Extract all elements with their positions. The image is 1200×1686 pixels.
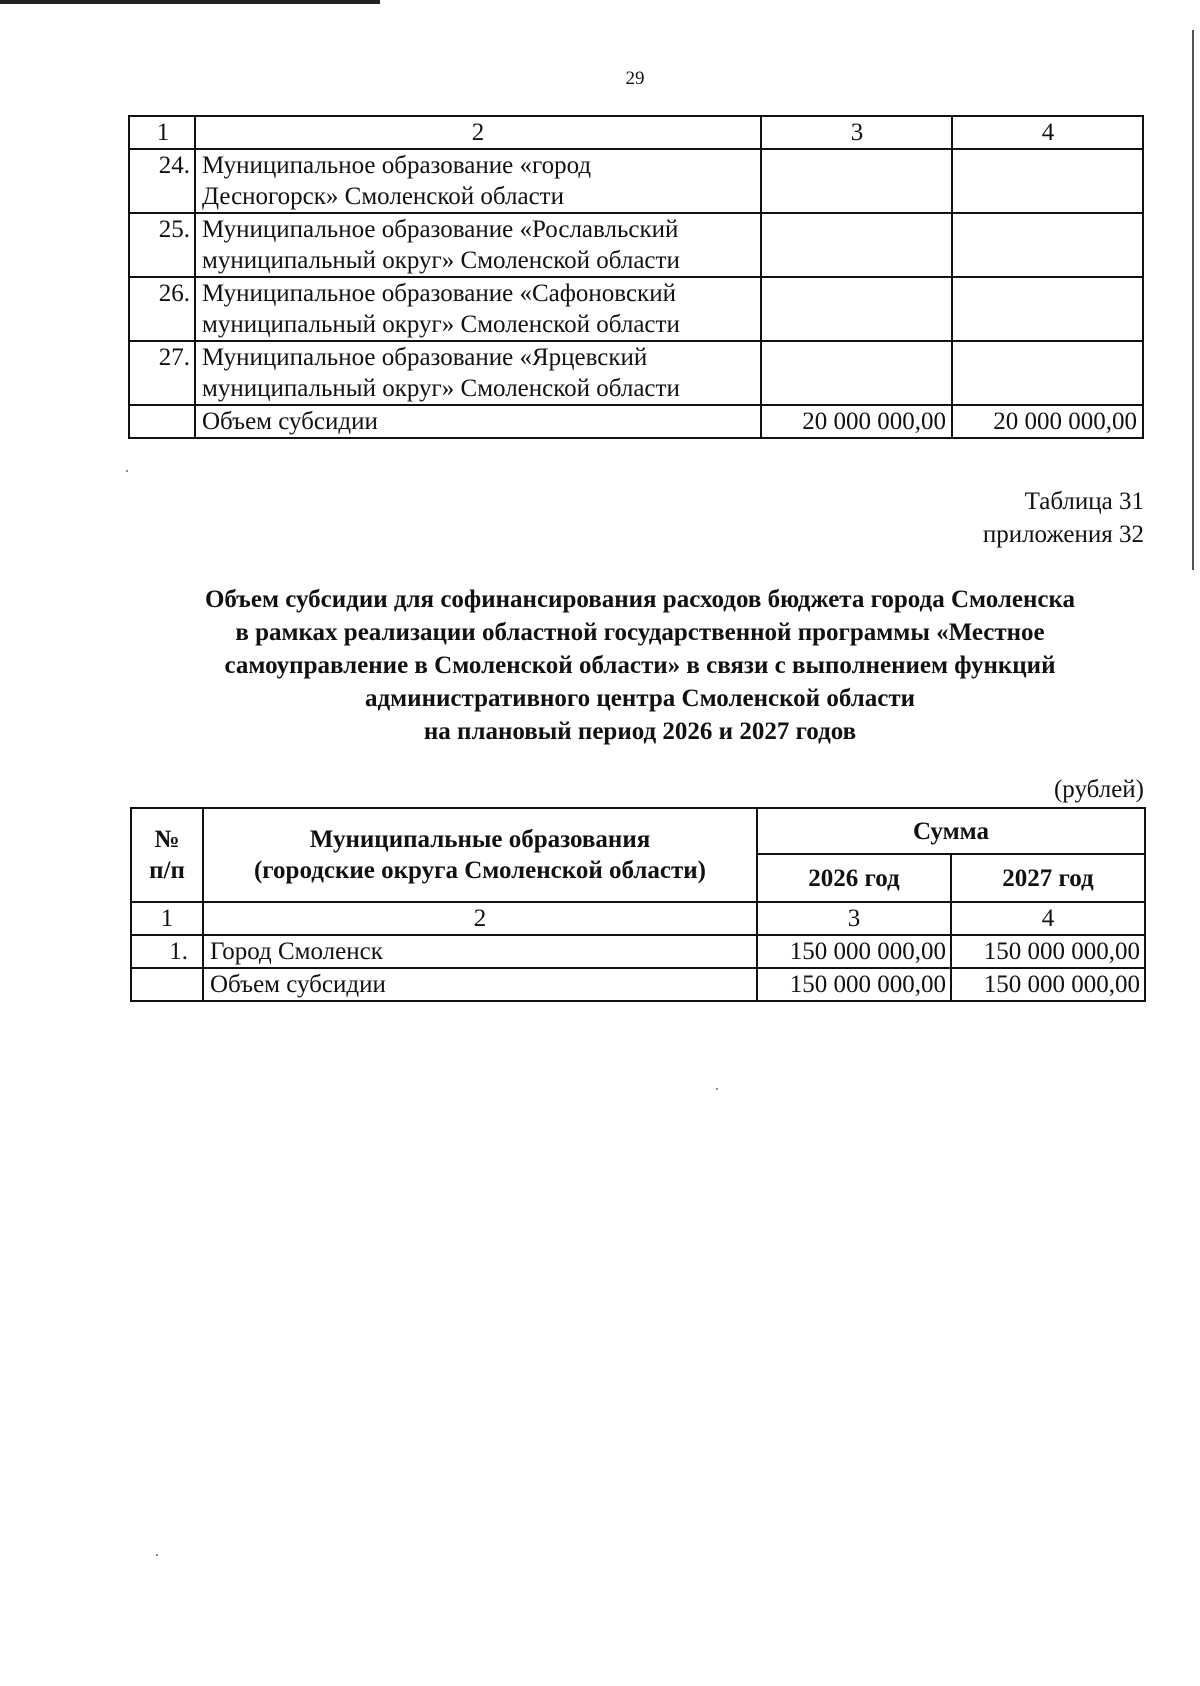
amount-2026 bbox=[761, 277, 952, 341]
total-row bbox=[131, 968, 1145, 1001]
municipality-name bbox=[195, 149, 761, 213]
municipality-name bbox=[195, 213, 761, 277]
column-number: 3 bbox=[761, 116, 952, 149]
column-number-row bbox=[131, 902, 1145, 935]
column-number: 3 bbox=[757, 902, 951, 935]
municipality-name-line: муниципальный округ» Смоленской области bbox=[202, 311, 680, 338]
table-row bbox=[131, 935, 1145, 968]
header-sum: Сумма bbox=[757, 808, 1145, 854]
column-number: 1 bbox=[129, 116, 195, 149]
header-row bbox=[131, 808, 1145, 854]
header-year-2027: 2027 год bbox=[951, 854, 1145, 902]
municipality-name-line: муниципальный округ» Смоленской области bbox=[202, 375, 680, 402]
column-number-row bbox=[129, 116, 1143, 149]
column-number: 1 bbox=[131, 902, 203, 935]
amount-2027 bbox=[952, 149, 1143, 213]
total-2027: 20 000 000,00 bbox=[952, 405, 1143, 438]
municipality-name-line: Муниципальное образование «город bbox=[202, 152, 592, 179]
table-caption bbox=[983, 485, 1144, 551]
document-title: Объем субсидии для софинансирования расходов бюджета города Смоленска в рамках реализации областной государственной программы «Местное самоуправление в Смоленской области» в связи с выполнением функций административного центра Смоленской области на плановый период 2026 и 2027 годов bbox=[204, 586, 1076, 745]
total-label: Объем субсидии bbox=[203, 968, 757, 1001]
municipality-name bbox=[195, 277, 761, 341]
table-row bbox=[129, 341, 1143, 405]
header-year-2026: 2026 год bbox=[757, 854, 951, 902]
row-number: 25. bbox=[129, 213, 195, 277]
municipality-name-line: Муниципальное образование «Ярцевский bbox=[202, 344, 648, 371]
row-number: 27. bbox=[129, 341, 195, 405]
table-row bbox=[129, 149, 1143, 213]
total-label: Объем субсидии bbox=[195, 405, 761, 438]
appendix-reference: приложения 32 bbox=[982, 521, 1144, 548]
header-municipalities-line: Муниципальные образования bbox=[309, 826, 651, 853]
header-municipalities bbox=[203, 808, 757, 902]
municipality-name-line: Муниципальное образование «Сафоновский bbox=[202, 280, 676, 307]
table-number: Таблица 31 bbox=[1024, 488, 1144, 515]
column-number: 2 bbox=[203, 902, 757, 935]
page-number: 29 bbox=[625, 68, 645, 89]
header-number-line: п/п bbox=[149, 857, 185, 884]
amount-2027 bbox=[952, 341, 1143, 405]
scan-border-top bbox=[0, 0, 380, 4]
total-2026: 150 000 000,00 bbox=[757, 968, 951, 1001]
municipality-name-line: Муниципальное образование «Рославльский bbox=[202, 216, 679, 243]
amount-2027 bbox=[952, 277, 1143, 341]
subsidy-table-smolensk bbox=[130, 807, 1146, 1002]
header-number bbox=[131, 808, 203, 902]
row-number: 26. bbox=[129, 277, 195, 341]
total-2027: 150 000 000,00 bbox=[951, 968, 1145, 1001]
row-number-empty bbox=[131, 968, 203, 1001]
table-row bbox=[129, 277, 1143, 341]
total-2026: 20 000 000,00 bbox=[761, 405, 952, 438]
amount-2026 bbox=[761, 149, 952, 213]
row-number: 1. bbox=[131, 935, 203, 968]
total-row bbox=[129, 405, 1143, 438]
table-row bbox=[129, 213, 1143, 277]
amount-2026 bbox=[761, 213, 952, 277]
municipality-name bbox=[195, 341, 761, 405]
amount-2027: 150 000 000,00 bbox=[951, 935, 1145, 968]
column-number: 4 bbox=[952, 116, 1143, 149]
header-municipalities-line: (городские округа Смоленской области) bbox=[253, 857, 706, 884]
unit-label: (рублей) bbox=[1053, 776, 1144, 803]
row-number: 24. bbox=[129, 149, 195, 213]
scan-speck bbox=[156, 1554, 158, 1556]
scan-speck bbox=[716, 1088, 718, 1090]
municipality-name: Город Смоленск bbox=[203, 935, 757, 968]
amount-2027 bbox=[952, 213, 1143, 277]
header-number-line: № bbox=[154, 826, 180, 853]
municipality-name-line: Десногорск» Смоленской области bbox=[202, 183, 564, 210]
scan-speck bbox=[126, 470, 128, 472]
column-number: 2 bbox=[195, 116, 761, 149]
column-number: 4 bbox=[951, 902, 1145, 935]
amount-2026: 150 000 000,00 bbox=[757, 935, 951, 968]
municipality-name-line: муниципальный округ» Смоленской области bbox=[202, 247, 680, 274]
scan-border-right bbox=[1192, 30, 1194, 570]
subsidy-table-continued bbox=[128, 115, 1144, 439]
row-number-empty bbox=[129, 405, 195, 438]
amount-2026 bbox=[761, 341, 952, 405]
